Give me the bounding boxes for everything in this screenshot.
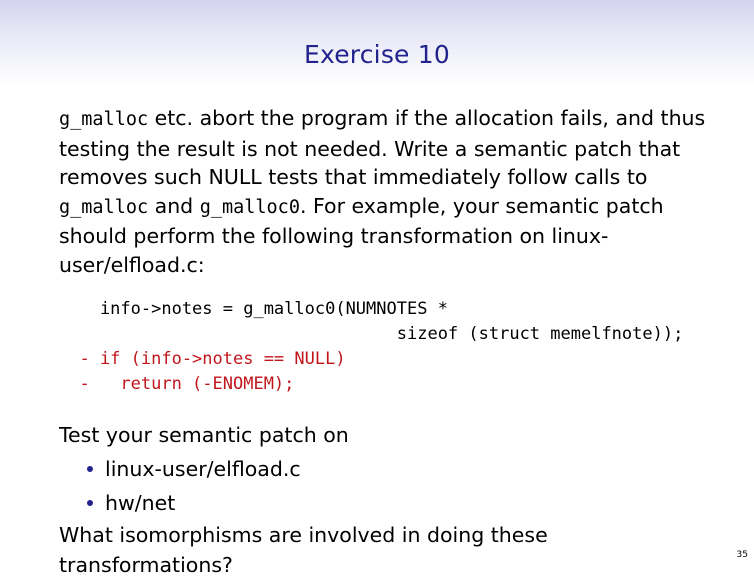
- test-list: [59, 452, 719, 520]
- code-line-2: sizeof (struct memelfnote));: [59, 324, 684, 344]
- code-g-malloc0: g_malloc0: [199, 196, 300, 218]
- intro-paragraph: [59, 104, 719, 279]
- intro-text-2: . For example, your semantic patch should perform the following transformation on linux-user/elfload.c:: [59, 193, 664, 277]
- question-text: What isomorphisms are involved in doing these transformations?: [59, 522, 548, 577]
- code-line-removed-2: - return (-ENOMEM);: [59, 374, 295, 394]
- test-heading: Test your semantic patch on: [59, 423, 349, 447]
- intro-and: and: [148, 193, 200, 218]
- test-item-elfload: linux-user/elfload.c: [83, 452, 719, 486]
- code-line-1: info->notes = g_malloc0(NUMNOTES *: [59, 299, 448, 319]
- code-block: [59, 297, 719, 397]
- page-number: 35: [736, 550, 748, 560]
- code-g-malloc: g_malloc: [59, 109, 149, 130]
- slide-title: Exercise 10: [304, 40, 450, 69]
- code-line-removed-1: - if (info->notes == NULL): [59, 349, 346, 369]
- test-item-hw-net: hw/net: [83, 486, 719, 520]
- slide-content: [59, 104, 719, 580]
- code-g-malloc-2: g_malloc: [59, 196, 149, 218]
- intro-text-1: etc. abort the program if the allocation fails, and thus testing the result is not needed. Write a semantic patch that removes such NULL tests that immediately follow calls to: [59, 106, 706, 189]
